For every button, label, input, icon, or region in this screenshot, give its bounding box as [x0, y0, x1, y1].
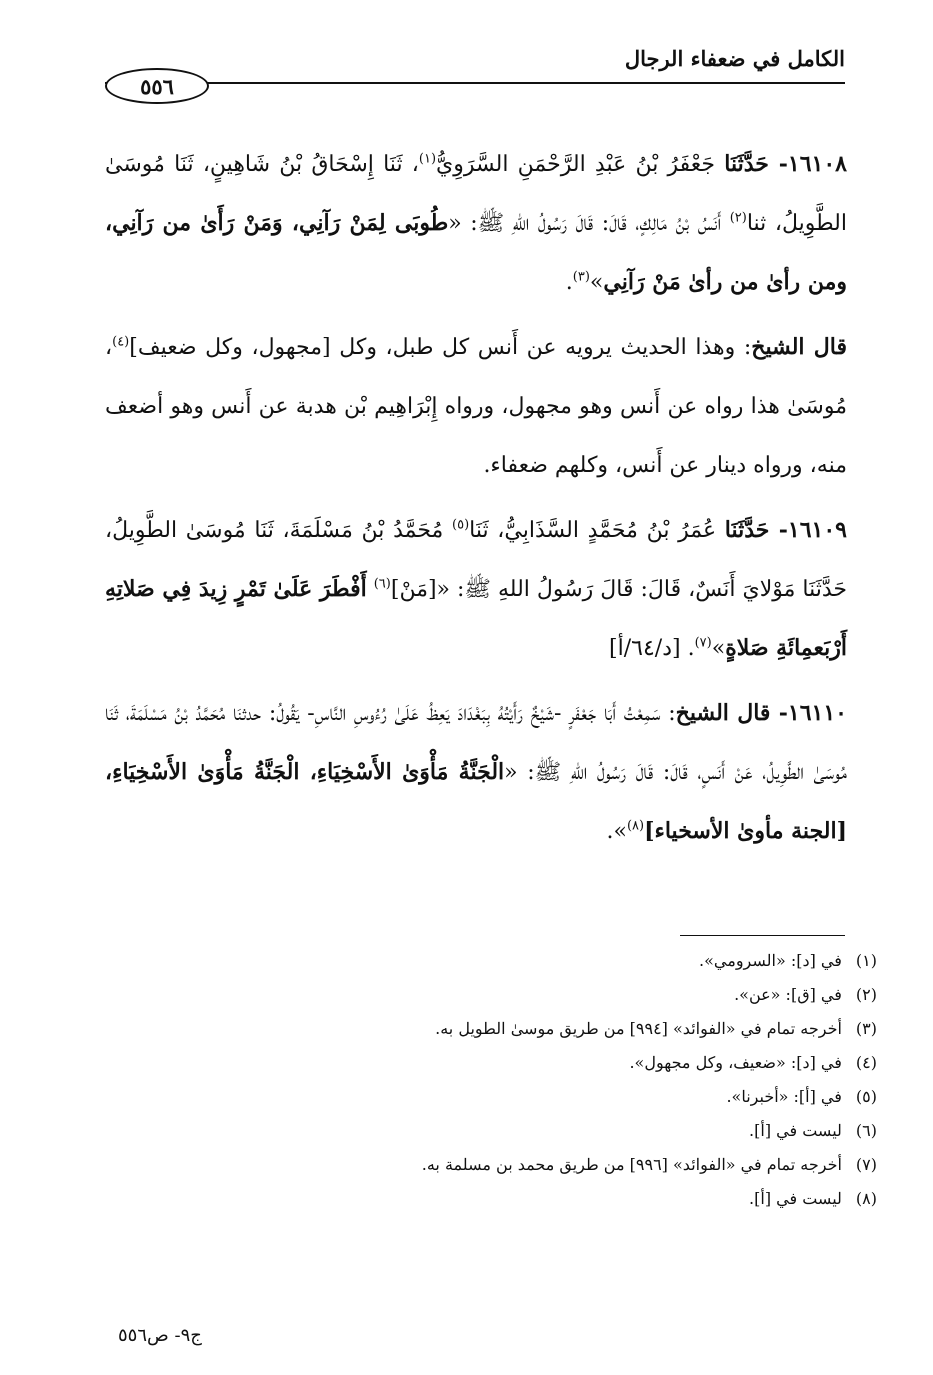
footnote-text: في [د]: «السرومي». [699, 951, 847, 970]
narration-lead: حَدَّثَنَا [724, 151, 769, 177]
footnote-reference: (٤) [112, 334, 130, 350]
text-run: أَنَسُ بْنُ مَالِكٍ، قَالَ: قَالَ رَسُولُ اللهِ ﷺ: « [448, 211, 730, 236]
footnote-number: (٤) [855, 1053, 877, 1072]
footnote-text: في [ق]: «عن». [734, 985, 847, 1004]
page-header [105, 40, 845, 99]
header-rule [105, 82, 845, 84]
footnote-text: في [د]: «ضعيف، وكل مجهول». [629, 1053, 847, 1072]
paragraph-p3 [105, 501, 847, 678]
text-run [367, 577, 374, 602]
footnote-item [260, 1080, 877, 1114]
paragraph-p1 [105, 135, 847, 312]
main-text [105, 135, 847, 867]
footnote-reference: (٥) [452, 517, 470, 533]
hadith-text: الْجَنَّةُ مَأْوَىٰ الأَسْخِيَاءِ، الْجَنَّةُ مَأْوَىٰ الأَسْخِيَاءِ، [الجنة مأوىٰ الأسخياء] [105, 759, 847, 844]
hadith-number: ١٦١٠٩- [769, 517, 847, 543]
hadith-text: أَفْطَرَ عَلَىٰ تَمْرٍ زِيدَ فِي صَلاتِهِ أَرْبَعمِائَةِ صَلاةٍ [105, 576, 847, 661]
footnote-item [260, 978, 877, 1012]
text-run: : وهذا الحديث يرويه عن أَنس كل طبل، وكل [مجهول، وكل ضعيف] [129, 335, 752, 360]
footnote-reference: (٨) [626, 818, 645, 834]
hadith-number: ١٦١٠٨- [768, 151, 847, 177]
footnote-text: في [أ]: «أخبرنا». [726, 1087, 847, 1106]
footnote-number: (٢) [855, 985, 877, 1004]
paragraph-p2 [105, 318, 847, 495]
footer-reference: ج٩- ص٥٥٦ [118, 1325, 202, 1346]
footnote-number: (١) [855, 951, 877, 970]
footnote-text: أخرجه تمام في «الفوائد» [٩٩٤] من طريق موسىٰ الطويل به. [435, 1019, 847, 1038]
text-run: . [د/٦٤/أ] [609, 636, 695, 661]
hadith-text: طُوبَى لِمَنْ رَآنِي، وَمَنْ رَأَىٰ من رَآنِي، ومن رأىٰ من رأىٰ مَنْ رَآنِي [105, 210, 847, 295]
footnote-item [260, 944, 877, 978]
footnotes [260, 944, 877, 1216]
footnote-reference: (٧) [694, 635, 712, 651]
text-run: مُحَمَّدُ بْنُ مَسْلَمَةَ، ثَنَا مُوسَىٰ الطَّوِيلُ، حَدَّثَنَا مَوْلايَ أَنَسٌ، قَالَ: قَالَ رَسُولُ اللهِ ﷺ: «[مَنْ] [105, 518, 847, 602]
text-run: » [589, 270, 604, 295]
footnote-item [260, 1182, 877, 1216]
narration-lead: قال الشيخ [751, 334, 848, 360]
footnote-number: (٥) [855, 1087, 877, 1106]
footnote-number: (٨) [855, 1189, 877, 1208]
page-number: ٥٥٦ [140, 73, 174, 99]
footnote-number: (٦) [855, 1121, 877, 1140]
book-title: الكامل في ضعفاء الرجال [624, 46, 845, 71]
footnote-number: (٣) [855, 1019, 877, 1038]
footnote-text: أخرجه تمام في «الفوائد» [٩٩٦] من طريق محمد بن مسلمة به. [421, 1155, 847, 1174]
footnote-reference: (٢) [729, 210, 747, 226]
text-run: ، مُوسَىٰ هذا رواه عن أَنس وهو مجهول، ورواه إِبْرَاهِيم بْن هدبة عن أَنس وهو أضعف منه، ورواه دينار عن أَنس، وكلهم ضعفاء. [105, 335, 847, 478]
page-footer [118, 1325, 202, 1346]
footnote-item [260, 1046, 877, 1080]
footnote-reference: (١) [418, 151, 437, 167]
text-run: ، ثَنَا إِسْحَاقُ بْنُ شَاهِينٍ، ثَنَا مُوسَىٰ الطَّوِيلُ، ثنا [105, 152, 847, 236]
text-run: . [565, 270, 573, 295]
paragraph-p4 [105, 684, 847, 861]
footnote-reference: (٦) [373, 576, 391, 592]
narration-lead: قال الشيخ [675, 700, 771, 726]
hadith-number: ١٦١١٠- [770, 700, 847, 726]
footnote-separator [680, 935, 845, 936]
text-run: ». [606, 819, 627, 844]
footnote-text: ليست في [أ]. [749, 1121, 847, 1140]
footnote-number: (٧) [855, 1155, 877, 1174]
text-run: : سَمِعْتُ أَبَا جَعْفَرٍ -شَيْخٌ رَأَيْتُهُ بِبَغْدَادَ يَعِظُ عَلَىٰ رُءُوسِ النَّاسِ- يَقُولُ: حدثنَا مُحَمَّدُ بْنُ مَسْلَمَةَ، ثَنَا مُوسَىٰ الطَّوِيلُ، عَنْ أَنَسٍ، قَالَ: قَالَ رَسُولُ اللهِ ﷺ: « [105, 701, 847, 785]
footnote-text: ليست في [أ]. [749, 1189, 847, 1208]
footnote-item [260, 1148, 877, 1182]
text-run: جَعْفَرُ بْنُ عَبْدِ الرَّحْمَنِ السَّرَوِيُّ [436, 152, 725, 177]
text-run: » [711, 636, 726, 661]
footnote-item [260, 1012, 877, 1046]
page-number-badge [105, 68, 209, 104]
footnote-item [260, 1114, 877, 1148]
text-run: عُمَرُ بْنُ مُحَمَّدٍ السَّذَابِيُّ، ثَنَا [469, 518, 725, 543]
narration-lead: حَدَّثَنَا [724, 517, 770, 543]
footnote-reference: (٣) [572, 269, 590, 285]
